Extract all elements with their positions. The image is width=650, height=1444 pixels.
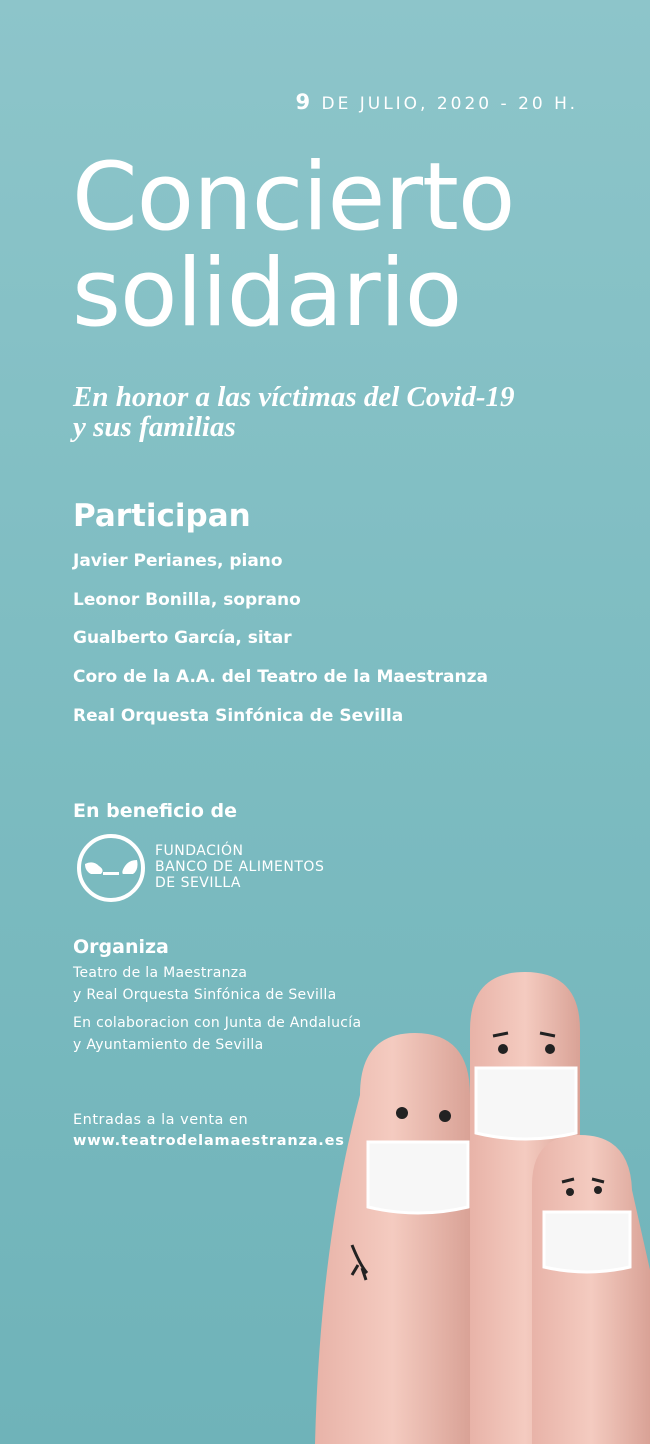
food-bank-name bbox=[155, 843, 324, 891]
tickets-label: Entradas a la venta en bbox=[73, 1112, 249, 1128]
masked-fingers-illustration bbox=[300, 960, 650, 1444]
title-line-1: Concierto bbox=[72, 143, 515, 252]
tickets-link[interactable]: www.teatrodelamaestranza.es bbox=[73, 1133, 345, 1149]
subtitle-line-2: y sus familias bbox=[73, 411, 236, 443]
event-date bbox=[295, 90, 578, 114]
participant: Real Orquesta Sinfónica de Sevilla bbox=[73, 706, 404, 726]
participant: Gualberto García, sitar bbox=[73, 628, 292, 648]
organizer-line: y Ayuntamiento de Sevilla bbox=[73, 1037, 264, 1053]
participants-heading: Participan bbox=[73, 498, 251, 534]
organizer-line: y Real Orquesta Sinfónica de Sevilla bbox=[73, 987, 337, 1003]
organizer-line: En colaboracion con Junta de Andalucía bbox=[73, 1015, 362, 1031]
food-bank-logo-icon bbox=[75, 832, 147, 904]
beneficiary-heading: En beneficio de bbox=[73, 800, 238, 822]
date-day: 9 bbox=[295, 90, 314, 114]
subtitle-line-1: En honor a las víctimas del Covid-19 bbox=[73, 381, 515, 413]
title-line-2: solidario bbox=[72, 239, 462, 348]
participant: Javier Perianes, piano bbox=[73, 551, 283, 571]
participant: Leonor Bonilla, soprano bbox=[73, 590, 301, 610]
organizer-line: Teatro de la Maestranza bbox=[73, 965, 248, 981]
participant: Coro de la A.A. del Teatro de la Maestranza bbox=[73, 667, 488, 687]
organizer-line bbox=[73, 962, 337, 1006]
page-title bbox=[72, 143, 515, 348]
date-rest: DE JULIO, 2020 - 20 H. bbox=[313, 94, 578, 114]
logo-line: DE SEVILLA bbox=[155, 875, 242, 891]
subtitle bbox=[73, 382, 514, 442]
logo-line: FUNDACIÓN bbox=[155, 843, 244, 859]
logo-line: BANCO DE ALIMENTOS bbox=[155, 859, 325, 875]
organizer-heading: Organiza bbox=[73, 936, 169, 958]
